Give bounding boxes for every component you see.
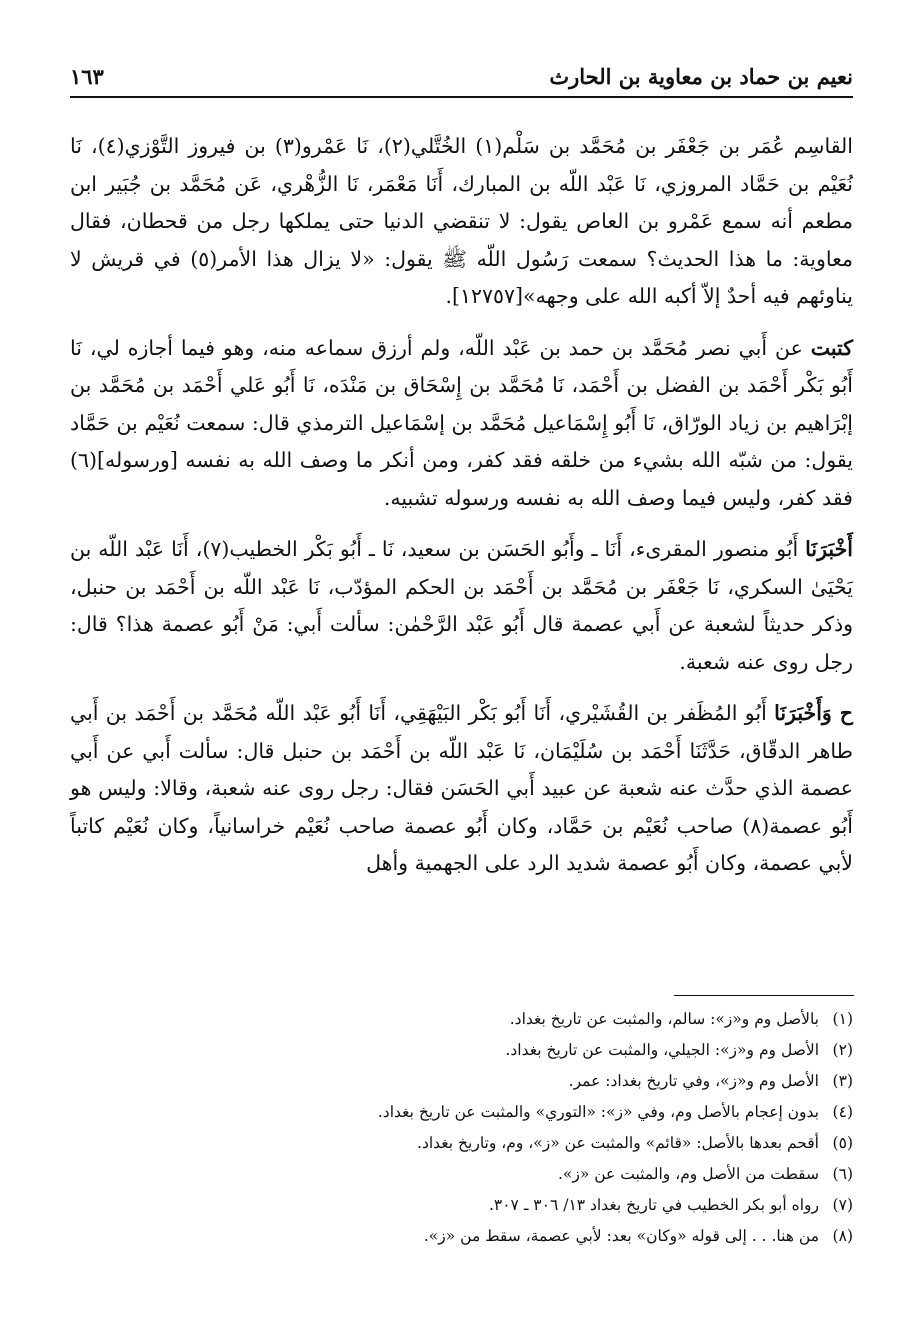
- paragraph: أَخْبَرَنَا أَبُو منصور المقرىء، أَنَا ـ وأَبُو الحَسَن بن سعيد، نَا ـ أَبُو بَكْر الخطيب(٧)، أَنَا عَبْد اللّه بن يَحْيَىٰ السكري، نَا جَعْفَر بن مُحَمَّد بن أَحْمَد بن الحكم المؤدّب، نَا عَبْد اللّه بن أَحْمَد بن حنبل، وذكر حديثاً لشعبة عن أَبي عصمة قال أَبُو عَبْد الرَّحْمٰن: سألت أَبي: مَنْ أَبُو عصمة هذا؟ قال: رجل روى عنه شعبة.: [70, 537, 853, 674]
- paragraph-lead: ح وَأَخْبَرَنَا: [774, 701, 853, 725]
- footnote: (٢) الأصل وم و«ز»: الجيلي، والمثبت عن تاريخ بغداد.: [505, 1041, 853, 1059]
- footnote: (٥) أقحم بعدها بالأصل: «قائم» والمثبت عن «ز»، وم، وتاريخ بغداد.: [417, 1134, 853, 1152]
- footnote: (٣) الأصل وم و«ز»، وفي تاريخ بغداد: عمر.: [568, 1072, 853, 1090]
- footnote: (٦) سقطت من الأصل وم، والمثبت عن «ز».: [557, 1165, 853, 1183]
- footnote: (٨) من هنا. . . إلى قوله «وكان» بعد: لأبي عصمة، سقط من «ز».: [423, 1227, 853, 1245]
- running-header: [70, 62, 853, 98]
- paragraph: ح وَأَخْبَرَنَا أَبُو المُظَفر بن القُشَيْري، أَنَا أَبُو بَكْر البَيْهَقِي، أَنَا أَبُو عَبْد اللّه مُحَمَّد بن أَحْمَد بن أَبي طاهر الدقّاق، حَدَّثَنَا أَحْمَد بن سُلَيْمَان، نَا عَبْد اللّه بن أَحْمَد بن حنبل قال: سألت أَبي عن أَبي عصمة الذي حدَّث عنه شعبة عن عبيد أَبي الحَسَن فقال: رجل روى عنه شعبة، وقالا: وليس هو أَبُو عصمة(٨) صاحب نُعَيْم بن حَمَّاد، وكان أَبُو عصمة صاحب نُعَيْم خراسانياً، وكان نُعَيْم كاتباً لأبي عصمة، وكان أَبُو عصمة شديد الرد على الجهمية وأهل: [70, 701, 853, 875]
- footnote: (١) بالأصل وم و«ز»: سالم، والمثبت عن تاريخ بغداد.: [509, 1010, 853, 1028]
- paragraph: القاسِم عُمَر بن جَعْفَر بن مُحَمَّد بن سَلْم(١) الخُتَّلي(٢)، نَا عَمْرو(٣) بن فيروز التَّوْزي(٤)، نَا نُعَيْم بن حَمَّاد المروزي، نَا عَبْد اللّه بن المبارك، أَنَا مَعْمَر، نَا الزُّهْري، عَن مُحَمَّد بن جُبَير ابن مطعم أنه سمع عَمْرو بن العاص يقول: لا تنقضي الدنيا حتى يملكها رجل من قحطان، فقال معاوية: ما هذا الحديث؟ سمعت رَسُول اللّه ﷺ يقول: «لا يزال هذا الأمر(٥) في قريش لا يناوئهم فيه أحدٌ إلاّ أكبه الله على وجهه»[١٢٧٥٧].: [70, 134, 854, 308]
- footnote: (٧) رواه أبو بكر الخطيب في تاريخ بغداد ١٣/ ٣٠٦ ـ ٣٠٧.: [488, 1196, 853, 1214]
- paragraph: كتبت عن أَبي نصر مُحَمَّد بن حمد بن عَبْد اللّه، ولم أرزق سماعه منه، وهو فيما أجازه لي، نَا أَبُو بَكْر أَحْمَد بن الفضل بن أَحْمَد، نَا مُحَمَّد بن إِسْحَاق بن مَنْدَه، نَا أَبُو عَلي أَحْمَد بن مُحَمَّد بن إبْرَاهيم بن زياد الورّاق، نَا أَبُو إِسْمَاعيل مُحَمَّد بن إسْمَاعيل الترمذي قال: سمعت نُعَيْم بن حَمَّاد يقول: من شبّه الله بشيء من خلقه فقد كفر، ومن أنكر ما وصف الله به نفسه [ورسوله](٦) فقد كفر، وليس فيما وصف الله به نفسه ورسوله تشبيه.: [70, 335, 853, 510]
- paragraph-lead: أَخْبَرَنَا: [805, 537, 853, 561]
- footnote: (٤) بدون إعجام بالأصل وم، وفي «ز»: «التوري» والمثبت عن تاريخ بغداد.: [377, 1103, 853, 1121]
- main-text: [70, 128, 853, 897]
- footnotes: [70, 1004, 853, 1252]
- header-title: نعيم بن حماد بن معاوية بن الحارث: [549, 64, 853, 89]
- page-number: ١٦٣: [70, 64, 104, 89]
- footnote-divider: [674, 995, 854, 996]
- paragraph-lead: كتبت: [810, 335, 853, 360]
